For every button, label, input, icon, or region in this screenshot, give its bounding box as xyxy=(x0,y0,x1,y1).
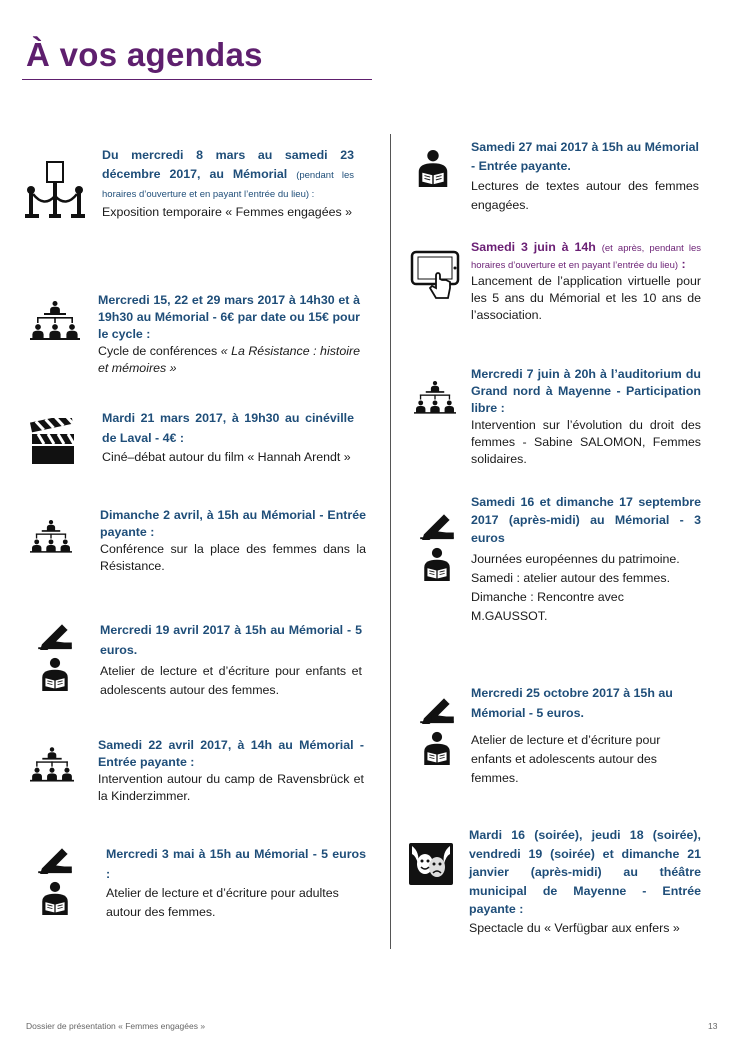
event-application xyxy=(471,239,701,324)
tablet-touch-icon xyxy=(410,250,462,300)
conference-icon xyxy=(30,518,72,554)
footer-document-title: Dossier de présentation « Femmes engagées » xyxy=(26,1021,206,1031)
event-cycle-conferences xyxy=(98,292,360,377)
event-description-3: Dimanche : Rencontre avec M.GAUSSOT. xyxy=(471,590,624,623)
writing-icon xyxy=(36,846,74,874)
reading-icon xyxy=(414,148,452,188)
writing-icon xyxy=(36,622,74,650)
event-date: Samedi 16 et dimanche 17 septembre 2017 (après-midi) au Mémorial - 3 euros xyxy=(471,495,701,545)
event-note: (pendant les horaires d’ouverture et en payant l’entrée du lieu) : xyxy=(102,170,354,200)
event-note-end: : xyxy=(681,257,686,271)
event-verfugbar xyxy=(469,826,701,938)
exhibition-stanchion-icon xyxy=(24,160,86,222)
event-lectures xyxy=(471,138,699,215)
reading-icon xyxy=(420,546,454,582)
event-conference-femmes xyxy=(100,507,366,575)
event-date: Samedi 27 mai 2017 à 15h au Mémorial - Entrée payante. xyxy=(471,140,699,173)
event-description: Lancement de l’application virtuelle pour les 5 ans du Mémorial et les 10 ans de l’association. xyxy=(471,274,701,322)
event-cine-debat xyxy=(102,408,354,467)
column-divider xyxy=(390,134,391,949)
conference-icon xyxy=(414,380,456,414)
event-description: Spectacle du « Verfügbar aux enfers » xyxy=(469,920,680,935)
reading-icon xyxy=(38,880,72,916)
event-description: Conférence sur la place des femmes dans la Résistance. xyxy=(100,542,366,573)
event-description: Lectures de textes autour des femmes engagées. xyxy=(471,179,699,212)
writing-icon xyxy=(418,512,456,540)
event-atelier-adultes xyxy=(106,844,366,922)
clapperboard-icon xyxy=(30,418,76,466)
event-exposition xyxy=(102,146,354,222)
event-date: Mardi 16 (soirée), jeudi 18 (soirée), vendredi 19 (soirée) et dimanche 21 janvier (après-midi) au théâtre municipal de Mayenne - Entrée payante : xyxy=(469,828,701,916)
conference-icon xyxy=(30,746,74,782)
conference-icon xyxy=(30,300,80,340)
event-atelier-enfants-avril xyxy=(100,620,362,700)
event-date: Mercredi 15, 22 et 29 mars 2017 à 14h30 et à 19h30 au Mémorial - 6€ par date ou 15€ pour le cycle : xyxy=(98,293,360,341)
event-description: Atelier de lecture et d’écriture pour enfants et adolescents autour des femmes. xyxy=(100,664,362,697)
event-droit-femmes xyxy=(471,366,701,468)
event-date: Du mercredi 8 mars au samedi 23 décembre 2017, au Mémorial xyxy=(102,148,354,181)
event-description: Intervention autour du camp de Ravensbrück et la Kinderzimmer. xyxy=(98,772,364,803)
event-date: Dimanche 2 avril, à 15h au Mémorial - Entrée payante : xyxy=(100,508,366,539)
page-title: À vos agendas xyxy=(26,36,263,73)
reading-icon xyxy=(420,730,454,766)
event-date: Mercredi 25 octobre 2017 à 15h au Mémorial - 5 euros. xyxy=(471,686,673,720)
event-date: Mercredi 3 mai à 15h au Mémorial - 5 euros : xyxy=(106,847,366,881)
event-date: Samedi 3 juin à 14h xyxy=(471,240,596,254)
event-ravensbruck xyxy=(98,737,364,805)
event-patrimoine xyxy=(471,493,701,626)
reading-icon xyxy=(38,656,72,692)
event-description: Exposition temporaire « Femmes engagées » xyxy=(102,205,353,219)
event-description: Atelier de lecture et d’écriture pour adultes autour des femmes. xyxy=(106,886,339,919)
page-number: 13 xyxy=(708,1021,718,1031)
event-date: Samedi 22 avril 2017, à 14h au Mémorial - Entrée payante : xyxy=(98,738,364,769)
title-underline xyxy=(22,79,372,80)
writing-icon xyxy=(418,696,456,724)
event-date: Mercredi 19 avril 2017 à 15h au Mémorial - 5 euros. xyxy=(100,623,362,657)
event-description-title: « La Résistance : histoire et mémoires » xyxy=(98,344,360,375)
event-description-2: Samedi : atelier autour des femmes. xyxy=(471,571,671,585)
event-description: Cycle de conférences xyxy=(98,344,218,358)
event-atelier-octobre xyxy=(471,683,691,788)
event-date: Mercredi 7 juin à 20h à l’auditorium du Grand nord à Mayenne - Participation libre : xyxy=(471,367,701,415)
event-note: (et après, pendant les horaires d’ouverture et en payant l’entrée du lieu) xyxy=(471,243,701,271)
event-description: Journées européennes du patrimoine. xyxy=(471,552,680,566)
theatre-masks-icon xyxy=(408,842,454,886)
event-description: Ciné–débat autour du film « Hannah Arendt » xyxy=(102,450,351,464)
event-date: Mardi 21 mars 2017, à 19h30 au cinéville de Laval - 4€ : xyxy=(102,411,354,445)
event-description: Atelier de lecture et d’écriture pour enfants et adolescents autour des femmes. xyxy=(471,733,661,785)
event-description: Intervention sur l’évolution du droit des femmes - Sabine SALOMON, Femmes solidaires. xyxy=(471,418,701,466)
